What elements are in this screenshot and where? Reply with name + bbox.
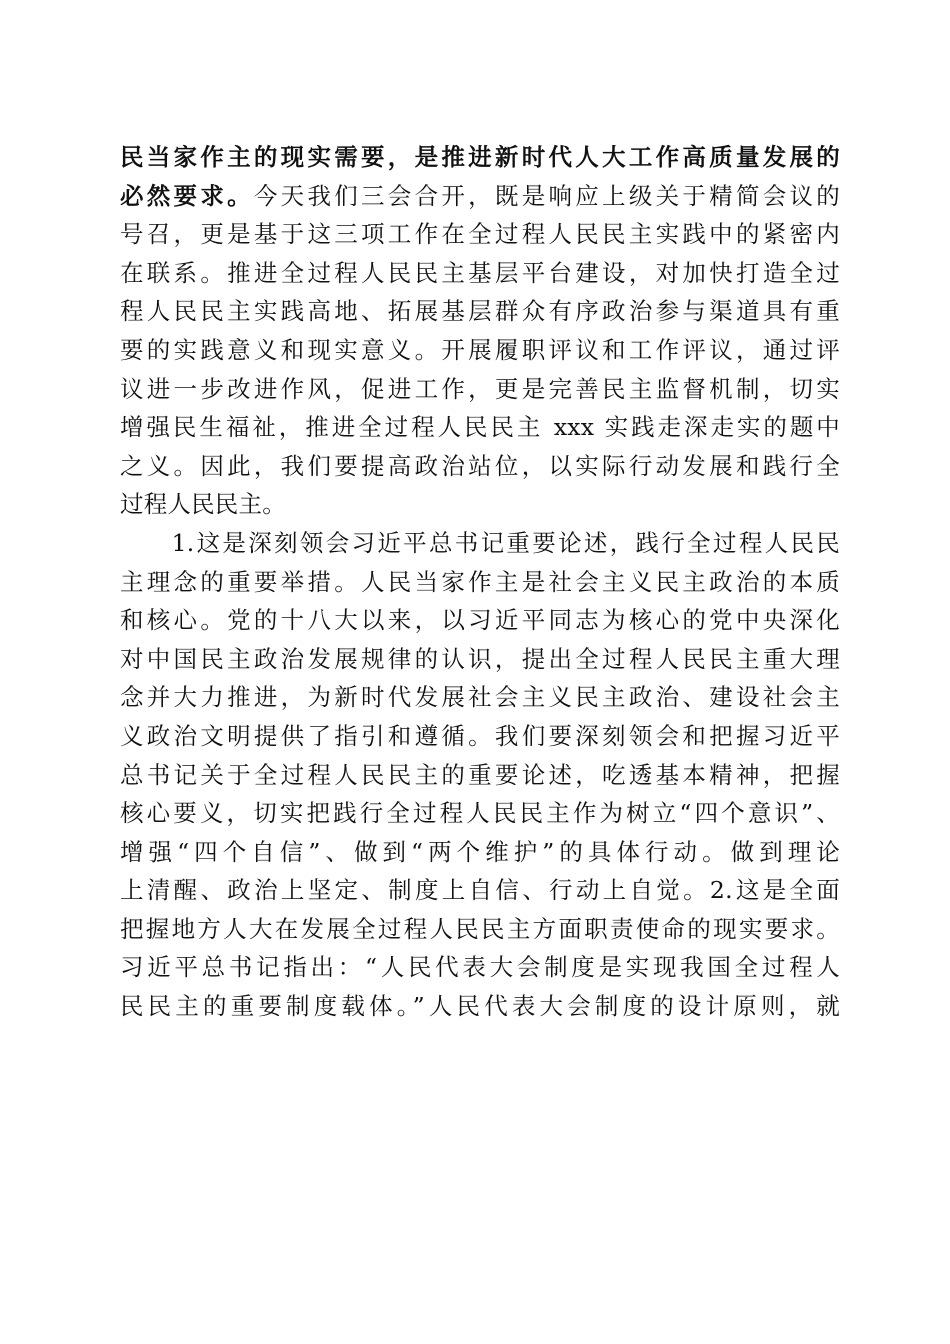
text-line bbox=[120, 794, 840, 833]
line-text: 增强“四个自信”、做到“两个维护”的具体行动。做到理论 bbox=[120, 837, 840, 866]
text-line bbox=[120, 910, 840, 949]
text-line bbox=[120, 640, 840, 679]
line-text: 在联系。推进全过程人民民主基层平台建设，对加快打造全过 bbox=[120, 258, 840, 287]
line-text: 主理念的重要举措。人民当家作主是社会主义民主政治的本质 bbox=[120, 567, 840, 596]
text-line bbox=[120, 331, 840, 370]
text-line bbox=[120, 138, 840, 177]
line-text: 总书记关于全过程人民民主的重要论述，吃透基本精神，把握 bbox=[120, 760, 840, 789]
line-text: 和核心。党的十八大以来，以习近平同志为核心的党中央深化 bbox=[120, 606, 840, 635]
text-line bbox=[120, 485, 840, 524]
line-text: 议进一步改进作风，促进工作，更是完善民主监督机制，切实 bbox=[120, 374, 840, 403]
text-line bbox=[120, 447, 840, 486]
line-text: 号召，更是基于这三项工作在全过程人民民主实践中的紧密内 bbox=[120, 220, 840, 249]
text-line bbox=[120, 292, 840, 331]
text-line bbox=[120, 563, 840, 602]
line-text: 念并大力推进，为新时代发展社会主义民主政治、建设社会主 bbox=[120, 683, 840, 712]
text-line bbox=[120, 370, 840, 409]
text-line bbox=[120, 833, 840, 872]
text-line bbox=[120, 601, 840, 640]
line-text: 程人民民主实践高地、拓展基层群众有序政治参与渠道具有重 bbox=[120, 297, 840, 326]
text-line bbox=[120, 717, 840, 756]
line-text: 增强民生福祉，推进全过程人民民主 xxx 实践走深走实的题中 bbox=[120, 413, 840, 442]
text-line bbox=[120, 524, 840, 563]
line-text: 民民主的重要制度载体。”人民代表大会制度的设计原则，就 bbox=[120, 992, 840, 1021]
line-text: 1.这是深刻领会习近平总书记重要论述，践行全过程人民民 bbox=[120, 528, 840, 557]
text-line bbox=[120, 987, 840, 1026]
line-text: 之义。因此，我们要提高政治站位，以实际行动发展和践行全 bbox=[120, 451, 840, 480]
text-line bbox=[120, 678, 840, 717]
line-text: 今天我们三会合开，既是响应上级关于精简会议的 bbox=[253, 181, 840, 210]
bold-phrase: 必然要求。 bbox=[120, 181, 254, 210]
document-body bbox=[120, 138, 840, 1026]
line-text: 对中国民主政治发展规律的认识，提出全过程人民民主重大理 bbox=[120, 644, 840, 673]
line-text: 上清醒、政治上坚定、制度上自信、行动上自觉。2.这是全面 bbox=[120, 876, 840, 905]
text-line bbox=[120, 215, 840, 254]
text-line bbox=[120, 254, 840, 293]
bold-phrase: 民当家作主的现实需要，是推进新时代人大工作高质量发展的 bbox=[120, 143, 840, 171]
line-text: 义政治文明提供了指引和遵循。我们要深刻领会和把握习近平 bbox=[120, 721, 840, 750]
line-text: 习近平总书记指出：“人民代表大会制度是实现我国全过程人 bbox=[120, 953, 840, 982]
text-line bbox=[120, 408, 840, 447]
line-text: 核心要义，切实把践行全过程人民民主作为树立“四个意识”、 bbox=[120, 799, 840, 828]
text-line bbox=[120, 756, 840, 795]
line-text: 要的实践意义和现实意义。开展履职评议和工作评议，通过评 bbox=[120, 335, 840, 364]
text-line bbox=[120, 177, 840, 216]
line-text: 把握地方人大在发展全过程人民民主方面职责使命的现实要求。 bbox=[120, 914, 840, 943]
text-line bbox=[120, 871, 840, 910]
text-line bbox=[120, 948, 840, 987]
line-text: 过程人民民主。 bbox=[120, 490, 286, 519]
